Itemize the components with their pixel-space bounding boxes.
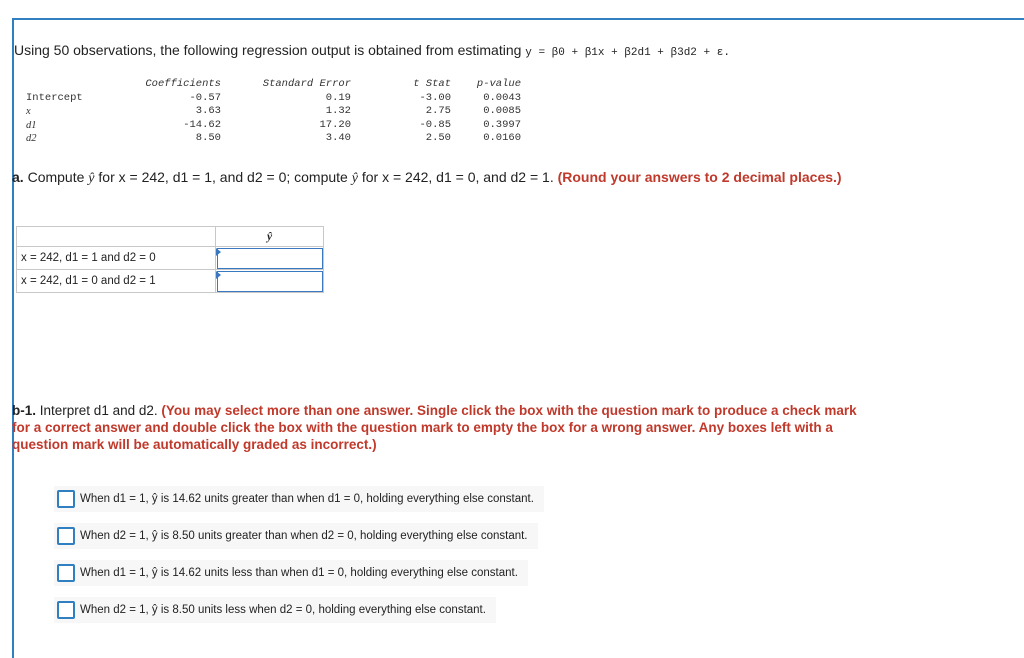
part-a-text-2: for x = 242, d1 = 1, and d2 = 0; compute (98, 169, 348, 185)
checkbox[interactable] (57, 601, 75, 619)
answer-row (17, 247, 324, 270)
input-flag-icon (216, 248, 221, 256)
std-error-cell: 17.20 (319, 118, 351, 131)
answer-option-3[interactable] (54, 560, 528, 586)
row-label: d2 (26, 133, 37, 145)
table-row (14, 105, 521, 119)
part-a-text-1: Compute (27, 169, 85, 185)
yhat-input-case-2[interactable] (217, 271, 323, 292)
regression-equation: y = β0 + β1x + β2d1 + β3d2 + ε. (525, 47, 730, 59)
t-stat-cell: -3.00 (419, 91, 451, 104)
p-value-cell: 0.0085 (483, 105, 521, 118)
yhat-symbol: ŷ (351, 171, 358, 186)
p-value-cell: 0.0043 (483, 91, 521, 104)
option-text: When d2 = 1, ŷ is 8.50 units less when d2 = 0, holding everything else constant. (80, 604, 486, 616)
header-blank (14, 78, 121, 92)
answer-header-yhat: ŷ (216, 227, 324, 247)
t-stat-cell: 2.50 (425, 132, 451, 145)
page-top-border (12, 18, 1024, 20)
part-a-question (12, 168, 842, 188)
row-label: d1 (26, 119, 37, 131)
t-stat-cell: 2.75 (425, 105, 451, 118)
part-b-label: b-1. (12, 403, 37, 418)
coefficient-cell: 3.63 (195, 105, 221, 118)
coefficient-cell: -0.57 (189, 91, 221, 104)
answer-table (16, 226, 324, 293)
answer-option-2[interactable] (54, 523, 538, 549)
part-b-instruction: (You may select more than one answer. Single click the box with the question mark to produce a check mark for a correct answer and double click the box with the question mark to empty the box for a wrong answer. Any boxes left with a question mark will be automatically graded as incorrect.) (12, 403, 857, 452)
intro-text: Using 50 observations, the following regression output is obtained from estimating (14, 42, 522, 58)
input-flag-icon (216, 271, 221, 279)
coefficient-cell: 8.50 (195, 132, 221, 145)
table-row (14, 92, 521, 106)
checkbox[interactable] (57, 527, 75, 545)
yhat-symbol: ŷ (88, 171, 95, 186)
option-text: When d1 = 1, ŷ is 14.62 units less than when d1 = 0, holding everything else constant. (80, 567, 518, 579)
header-standard-error: Standard Error (262, 78, 351, 90)
part-a-label: a. (12, 169, 24, 185)
answer-cell (216, 247, 324, 270)
answer-row-label: x = 242, d1 = 0 and d2 = 1 (17, 270, 216, 293)
regression-header-row (14, 78, 521, 92)
checkbox[interactable] (57, 490, 75, 508)
p-value-cell: 0.3997 (483, 118, 521, 131)
answer-cell (216, 270, 324, 293)
table-row (14, 119, 521, 133)
answer-option-4[interactable] (54, 597, 496, 623)
header-coefficients: Coefficients (145, 78, 221, 90)
part-a-text-3: for x = 242, d1 = 0, and d2 = 1. (361, 169, 554, 185)
p-value-cell: 0.0160 (483, 132, 521, 145)
std-error-cell: 0.19 (325, 91, 351, 104)
row-label: Intercept (26, 91, 83, 104)
part-b-text: Interpret d1 and d2. (39, 403, 158, 418)
header-p-value: p-value (476, 78, 521, 90)
std-error-cell: 3.40 (325, 132, 351, 145)
header-t-stat: t Stat (413, 78, 451, 90)
coefficient-cell: -14.62 (183, 118, 221, 131)
part-b-question (12, 402, 862, 453)
question-intro (14, 42, 730, 59)
option-text: When d2 = 1, ŷ is 8.50 units greater than when d2 = 0, holding everything else constant. (80, 530, 528, 542)
answer-row-label: x = 242, d1 = 1 and d2 = 0 (17, 247, 216, 270)
table-row (14, 132, 521, 146)
answer-header-blank (17, 227, 216, 247)
answer-row (17, 270, 324, 293)
regression-output-table (14, 78, 521, 146)
checkbox[interactable] (57, 564, 75, 582)
answer-option-1[interactable] (54, 486, 544, 512)
part-a-instruction: (Round your answers to 2 decimal places.) (557, 169, 842, 185)
row-label: x (26, 106, 31, 118)
t-stat-cell: -0.85 (419, 118, 451, 131)
option-text: When d1 = 1, ŷ is 14.62 units greater than when d1 = 0, holding everything else constant. (80, 493, 534, 505)
yhat-input-case-1[interactable] (217, 248, 323, 269)
answer-header-row (17, 227, 324, 247)
std-error-cell: 1.32 (325, 105, 351, 118)
